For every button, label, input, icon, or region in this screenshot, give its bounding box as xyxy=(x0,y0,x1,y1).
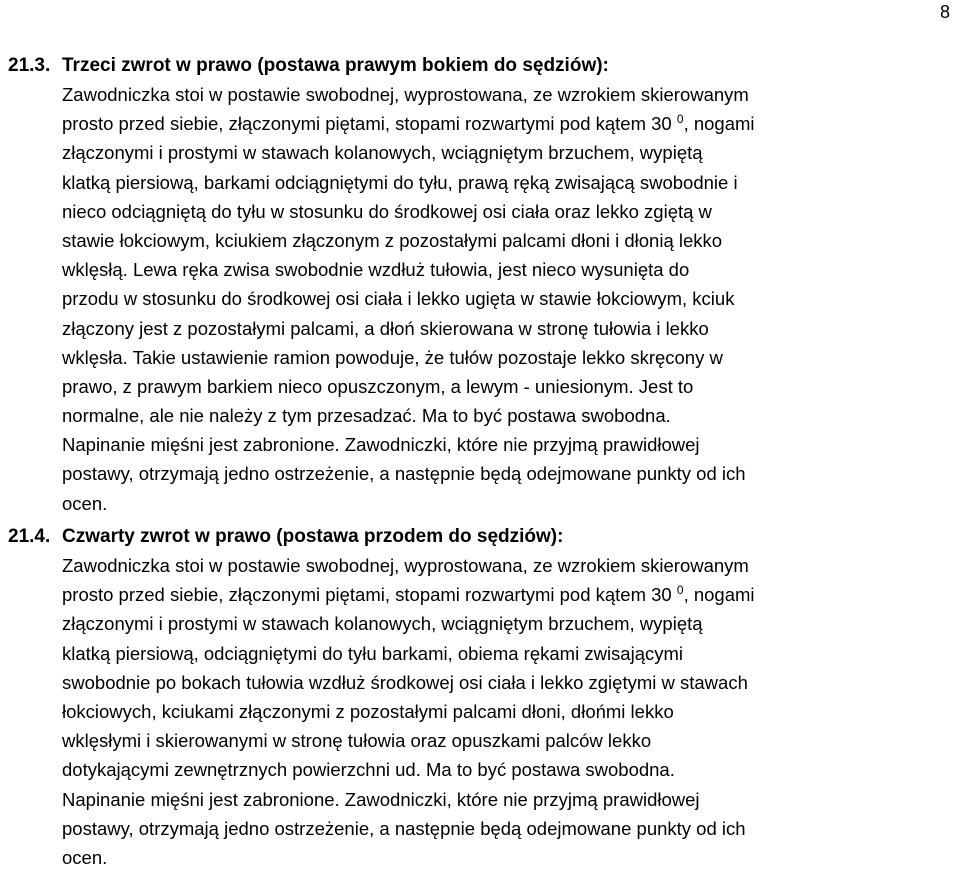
paragraph-line: złączonymi i prostymi w stawach kolanowych, wciągniętym brzuchem, wypiętą xyxy=(62,613,703,635)
paragraph-line xyxy=(0,109,960,138)
section-title: Czwarty zwrot w prawo (postawa przodem do sędziów): xyxy=(62,526,564,547)
paragraph-line: przodu w stosunku do środkowej osi ciała i lekko ugięta w stawie łokciowym, kciuk xyxy=(62,288,735,310)
paragraph-line: złączony jest z pozostałymi palcami, a dłoń skierowana w stronę tułowia i lekko xyxy=(62,317,709,339)
paragraph-line: Napinanie mięśni jest zabronione. Zawodniczki, które nie przyjmą prawidłowej xyxy=(62,788,700,810)
section-title: Trzeci zwrot w prawo (postawa prawym bokiem do sędziów): xyxy=(62,55,609,76)
degree-superscript: 0 xyxy=(676,583,684,598)
paragraph-line: wklęsła. Takie ustawienie ramion powoduje, że tułów pozostaje lekko skręcony w xyxy=(62,346,723,368)
paragraph-line: stawie łokciowym, kciukiem złączonym z pozostałymi palcami dłoni i dłonią lekko xyxy=(62,229,723,251)
paragraph-line: łokciowych, kciukami złączonymi z pozostałymi palcami dłoni, dłońmi lekko xyxy=(62,700,674,722)
paragraph-line: wklęsłymi i skierowanymi w stronę tułowia oraz opuszkami palców lekko xyxy=(62,730,652,752)
section-heading xyxy=(0,522,960,551)
paragraph-line: wklęsłą. Lewa ręka zwisa swobodnie wzdłuż tułowia, jest nieco wysunięta do xyxy=(62,259,690,281)
line-text: , nogami xyxy=(683,584,755,606)
paragraph-line: klatką piersiową, barkami odciągniętymi do tyłu, prawą ręką zwisającą swobodnie i xyxy=(62,171,738,193)
paragraph-line: dotykającymi zewnętrznych powierzchni ud. Ma to być postawa swobodna. xyxy=(62,759,675,781)
paragraph-line: Napinanie mięśni jest zabronione. Zawodniczki, które nie przyjmą prawidłowej xyxy=(62,434,700,456)
paragraph-line: swobodnie po bokach tułowia wzdłuż środkowej osi ciała i lekko zgiętymi w stawach xyxy=(62,671,748,693)
paragraph-line: normalne, ale nie należy z tym przesadzać. Ma to być postawa swobodna. xyxy=(62,405,671,427)
page-number: 8 xyxy=(939,2,950,22)
section-21-3 xyxy=(0,51,960,518)
paragraph-line: ocen. xyxy=(62,492,108,514)
section-heading xyxy=(0,51,960,80)
paragraph-line: prawo, z prawym barkiem nieco opuszczonym, a lewym - uniesionym. Jest to xyxy=(62,375,694,397)
paragraph-line: Zawodniczka stoi w postawie swobodnej, wyprostowana, ze wzrokiem skierowanym xyxy=(62,555,749,576)
line-text: prosto przed siebie, złączonymi piętami, stopami rozwartymi pod kątem 30 xyxy=(62,584,672,606)
paragraph-line xyxy=(0,580,960,609)
paragraph-line: postawy, otrzymają jedno ostrzeżenie, a następnie będą odejmowane punkty od ich xyxy=(62,817,746,839)
paragraph-line: nieco odciągniętą do tyłu w stosunku do środkowej osi ciała oraz lekko zgiętą w xyxy=(62,200,712,222)
paragraph-line: ocen. xyxy=(62,846,108,868)
paragraph-line: postawy, otrzymają jedno ostrzeżenie, a następnie będą odejmowane punkty od ich xyxy=(62,463,746,485)
section-number: 21.4. xyxy=(8,526,51,547)
paragraph-line: Zawodniczka stoi w postawie swobodnej, wyprostowana, ze wzrokiem skierowanym xyxy=(62,84,749,105)
paragraph-line: złączonymi i prostymi w stawach kolanowych, wciągniętym brzuchem, wypiętą xyxy=(62,142,703,164)
line-text: prosto przed siebie, złączonymi piętami, stopami rozwartymi pod kątem 30 xyxy=(62,113,672,135)
paragraph-line: klatką piersiową, odciągniętymi do tyłu barkami, obiema rękami zwisającymi xyxy=(62,642,684,664)
section-21-4 xyxy=(0,522,960,872)
line-text: , nogami xyxy=(683,113,755,135)
degree-superscript: 0 xyxy=(676,112,684,127)
section-number: 21.3. xyxy=(8,55,51,76)
